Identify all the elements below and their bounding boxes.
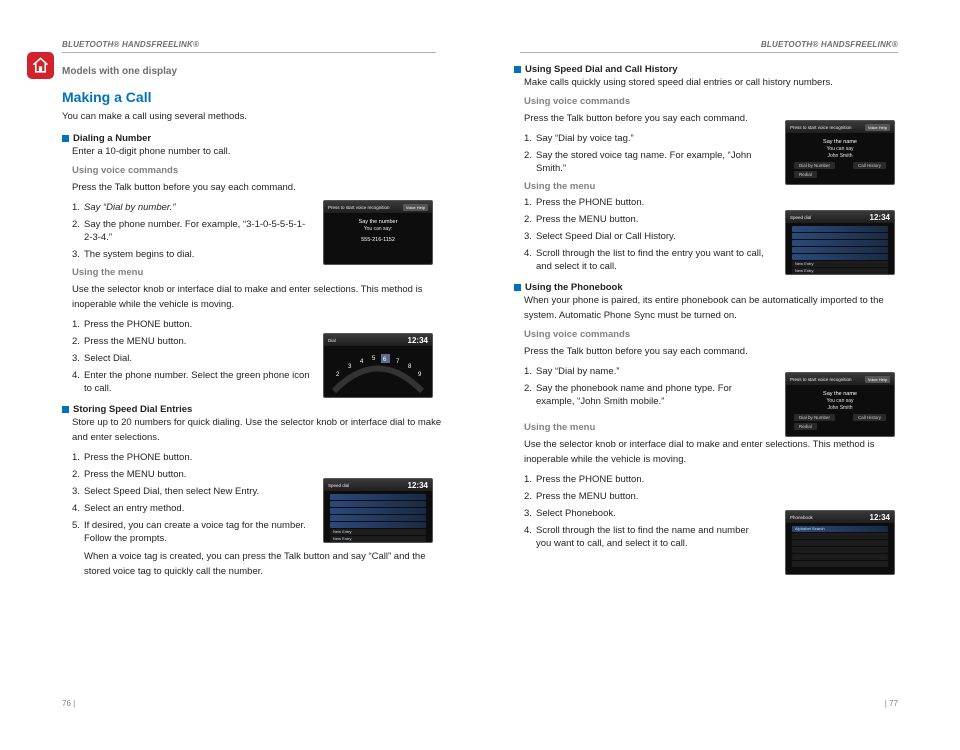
voice-method-heading: Using voice commands [524,329,631,340]
svg-text:6: 6 [383,357,387,363]
list-item: 4. Scroll through the list to find the name and number you want to call, and select it to call. [524,525,749,549]
list-item: 2. Say the phonebook name and phone type. For example, “John Smith mobile.” [524,383,732,407]
bullet-square-icon [62,406,69,413]
list-item: 4. Enter the phone number. Select the green phone icon to call. [72,370,310,394]
bullet-square-icon [62,135,69,142]
voice-desc: Press the Talk button before you say each command. [524,113,748,124]
screen-voice-dial: Press to start voice recognition Voice Help Say the number You can say: 555-216-1152 [323,200,433,265]
list-item: 1. Press the PHONE button. [72,319,193,330]
screen-phonebook: Phonebook 12:34 Alphabet Search [785,510,895,575]
voice-steps [524,365,764,408]
menu-steps [524,196,764,273]
home-button[interactable] [27,52,54,79]
running-head: BLUETOOTH® HANDSFREELINK® [760,40,898,49]
list-item: 3. The system begins to dial. [72,249,195,260]
voice-desc: Press the Talk button before you say each command. [524,346,748,357]
svg-text:2: 2 [336,372,340,378]
menu-method-heading: Using the menu [72,267,144,278]
screen-speed-dial-list: Speed dial 12:34 New Entry New Entry [785,210,895,275]
home-icon [31,56,50,75]
bullet-square-icon [514,284,521,291]
storing-desc: Store up to 20 numbers for quick dialing. Use the selector knob or interface dial to make and enter selections. [72,417,442,443]
screen-voice-tag: Press to start voice recognition Voice Help Say the name You can say John Smith Dial by Number Call History Redial [785,120,895,185]
page-title: Making a Call [62,89,152,105]
section-heading-storing: Storing Speed Dial Entries [62,404,442,415]
section-heading-phonebook: Using the Phonebook [514,282,894,293]
list-item: 1. Say “Dial by name.” [524,366,620,377]
list-item: 3. Select Dial. [72,353,133,364]
list-item: 2. Press the MENU button. [524,214,639,225]
list-item: 3. Select Phonebook. [524,508,616,519]
screen-speed-dial: Speed dial 12:34 New Entry New Entry [323,478,433,543]
voice-steps [524,132,764,175]
storing-steps [72,451,312,545]
bullet-square-icon [514,66,521,73]
screen-dial-keypad: Dial 12:34 2 3 4 5 6 7 8 9 [323,333,433,398]
running-head: BLUETOOTH® HANDSFREELINK® [62,40,200,49]
list-item: 2. Press the MENU button. [72,336,187,347]
svg-text:4: 4 [360,359,364,365]
list-item: 1. Say “Dial by number.” [72,202,176,213]
voice-tag-note: When a voice tag is created, you can press the Talk button and say “Call” and the stored voice tag to quickly call the number. [84,551,426,577]
phonebook-desc: When your phone is paired, its entire phonebook can be automatically imported to the system. Automatic Phone Sync must be turned on. [524,295,884,321]
list-item: 1. Press the PHONE button. [72,452,193,463]
section-heading-speed: Using Speed Dial and Call History [514,64,894,75]
list-item: 1. Press the PHONE button. [524,197,645,208]
screen-voice-name: Press to start voice recognition Voice Help Say the name You can say John Smith Dial by Number Call History Redial [785,372,895,437]
models-subtitle: Models with one display [62,66,178,77]
menu-method-heading: Using the menu [524,181,596,192]
page-number: | 77 [884,699,898,708]
list-item: 3. Select Speed Dial or Call History. [524,231,676,242]
list-item: 4. Select an entry method. [72,503,185,514]
list-item: 2. Say the phone number. For example, “3-1-0-5-5-5-1-2-3-4.” [72,219,306,243]
menu-desc: Use the selector knob or interface dial to make and enter selections. This method is inoperable while the vehicle is moving. [524,439,875,465]
svg-text:5: 5 [372,356,376,362]
voice-steps [72,201,312,261]
svg-text:3: 3 [348,364,352,370]
list-item: 3. Select Speed Dial, then select New Entry. [72,486,260,497]
header-rule [520,52,898,53]
svg-text:9: 9 [418,372,422,378]
voice-method-heading: Using voice commands [524,96,631,107]
list-item: 2. Press the MENU button. [524,491,639,502]
list-item: 4. Scroll through the list to find the entry you want to call, and select it to call. [524,248,764,272]
list-item: 1. Press the PHONE button. [524,474,645,485]
list-item: 2. Say the stored voice tag name. For example, “John Smith.” [524,150,752,174]
menu-method-heading: Using the menu [524,422,596,433]
intro-text: You can make a call using several methods. [62,111,248,122]
page-number: 76 | [62,699,76,708]
svg-text:8: 8 [408,364,412,370]
menu-desc: Use the selector knob or interface dial to make and enter selections. This method is inoperable while the vehicle is moving. [72,284,423,310]
speed-desc: Make calls quickly using stored speed dial entries or call history numbers. [524,77,833,88]
menu-steps [72,318,312,395]
svg-text:7: 7 [396,359,400,365]
list-item: 2. Press the MENU button. [72,469,187,480]
voice-desc: Press the Talk button before you say each command. [72,182,296,193]
list-item: 1. Say “Dial by voice tag.” [524,133,634,144]
menu-steps [524,473,764,550]
list-item: 5. If desired, you can create a voice tag for the number. Follow the prompts. [72,520,306,544]
keypad-arc-icon [324,346,432,396]
header-rule [62,52,436,53]
dialing-desc: Enter a 10-digit phone number to call. [72,146,231,157]
right-page [480,0,960,750]
voice-method-heading: Using voice commands [72,165,179,176]
section-heading-dialing: Dialing a Number [62,133,442,144]
